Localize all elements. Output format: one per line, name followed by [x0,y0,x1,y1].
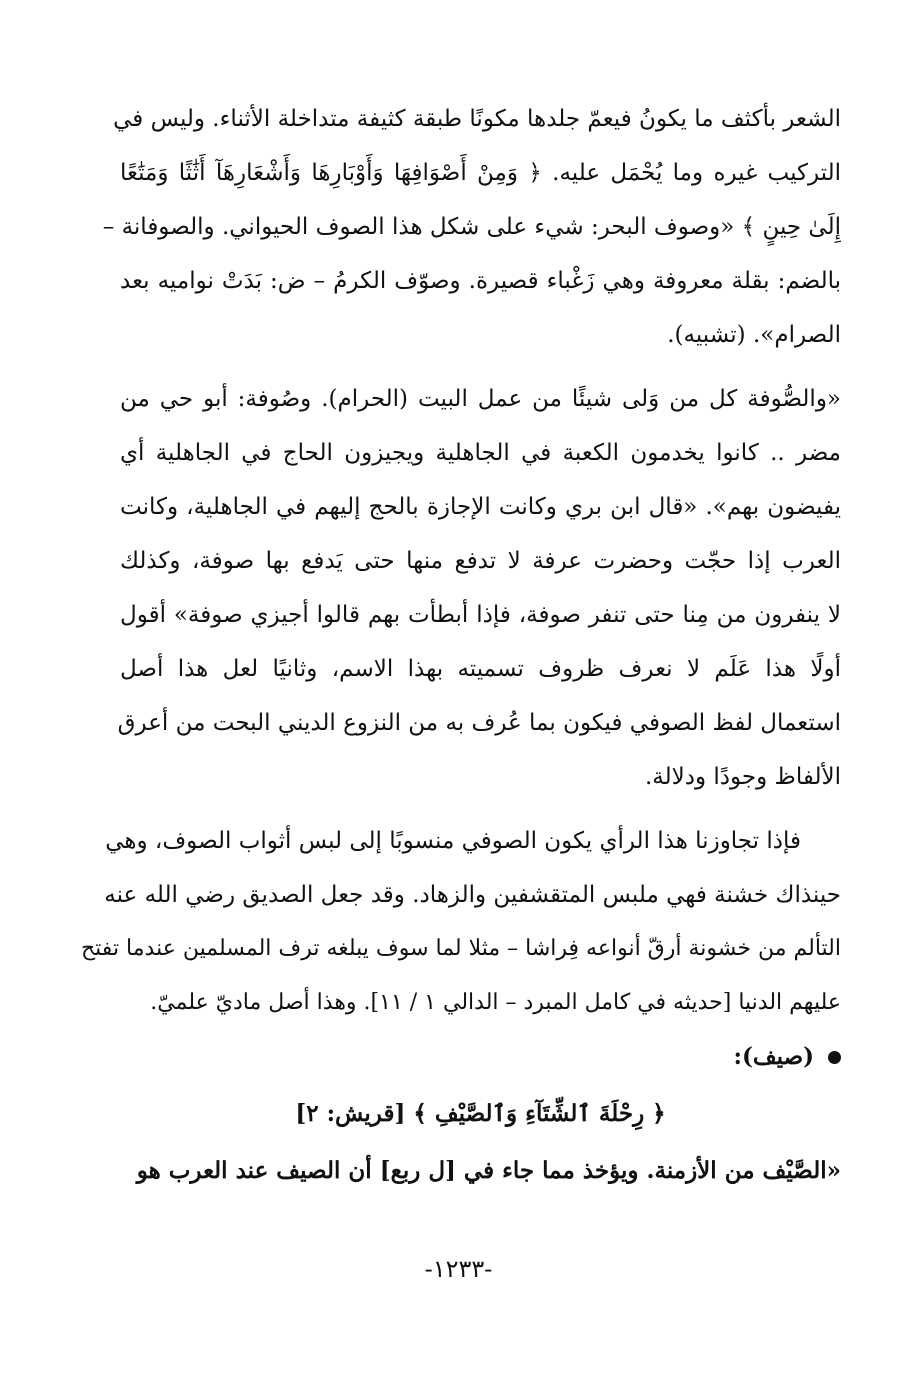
section-heading [120,1030,841,1084]
quran-quote: ﴿ رِحْلَةَ ٱلشِّتَآءِ وَٱلصَّيْفِ ﴾ [قريش: ٢] [295,1100,666,1127]
page-body [80,92,841,1198]
heading-text: (صيف): [733,1043,814,1070]
text-line: بالضم: بقلة معروفة وهي زَغْباء قصيرة. وصوّف الكرمُ – ض: بَدَتْ نواميه بعد [120,268,841,294]
text-line: مضر .. كانوا يخدمون الكعبة في الجاهلية ويجيزون الحاج في الجاهلية أي [120,440,841,466]
text-line: لا ينفرون من مِنا حتى تنفر صوفة، فإذا أبطأت بهم قالوا أجيزي صوفة» أقول [120,602,841,628]
text-line: فإذا تجاوزنا هذا الرأي يكون الصوفي منسوبًا إلى لبس أثواب الصوف، وهي [105,828,801,854]
text-line: عليهم الدنيا [حديثه في كامل المبرد – الدالي ١ / ١١]. وهذا أصل ماديّ علميّ. [150,990,841,1015]
page-number: -١٢٣٣- [424,1255,493,1283]
text-line: العرب إذا حجّت وحضرت عرفة لا تدفع منها حتى يَدفع بها صوفة، وكذلك [120,548,841,574]
bullet-icon [828,1051,841,1064]
text-line: الألفاظ وجودًا ودلالة. [644,764,841,790]
text-line: حينذاك خشنة فهي ملبس المتقشفين والزهاد. وقد جعل الصديق رضي الله عنه [104,882,841,908]
text-line: أولًا هذا عَلَم لا نعرف ظروف تسميته بهذا الاسم، وثانيًا لعل هذا أصل [120,656,841,682]
text-line: التألم من خشونة أرقّ أنواعه فِراشا – مثلا لما سوف يبلغه ترف المسلمين عندما تفتح [80,936,841,961]
text-line: استعمال لفظ الصوفي فيكون بما عُرف به من النزوع الديني البحت من أعرق [117,710,841,736]
text-line: الصرام». (تشبيه). [667,322,841,348]
text-line: «والصُّوفة كل من وَلى شيئًا من عمل البيت (الحرام). وصُوفة: أبو حي من [120,386,841,412]
text-line: «الصَّيْف من الأزمنة. ويؤخذ مما جاء في [ل ربع] أن الصيف عند العرب هو [136,1157,841,1184]
text-line: يفيضون بهم». «قال ابن بري وكانت الإجازة بالحج إليهم في الجاهلية، وكانت [120,494,841,520]
paragraph-1 [102,92,841,362]
text-line: التركيب غيره وما يُحْمَل عليه. ﴿ وَمِنْ أَصْوَافِهَا وَأَوْبَارِهَا وَأَشْعَارِهَآ أَثَٰثًا وَمَتَٰعًا [120,160,841,186]
text-line: الشعر بأكثف ما يكونُ فيعمّ جلدها مكونًا طبقة كثيفة متداخلة الأثناء. وليس في [113,106,841,132]
text-line: إِلَىٰ حِينٍ ﴾ «وصوف البحر: شيء على شكل هذا الصوف الحيواني. والصوفانة – [102,214,841,240]
paragraph-2 [117,372,841,804]
paragraph-3 [80,814,841,1030]
